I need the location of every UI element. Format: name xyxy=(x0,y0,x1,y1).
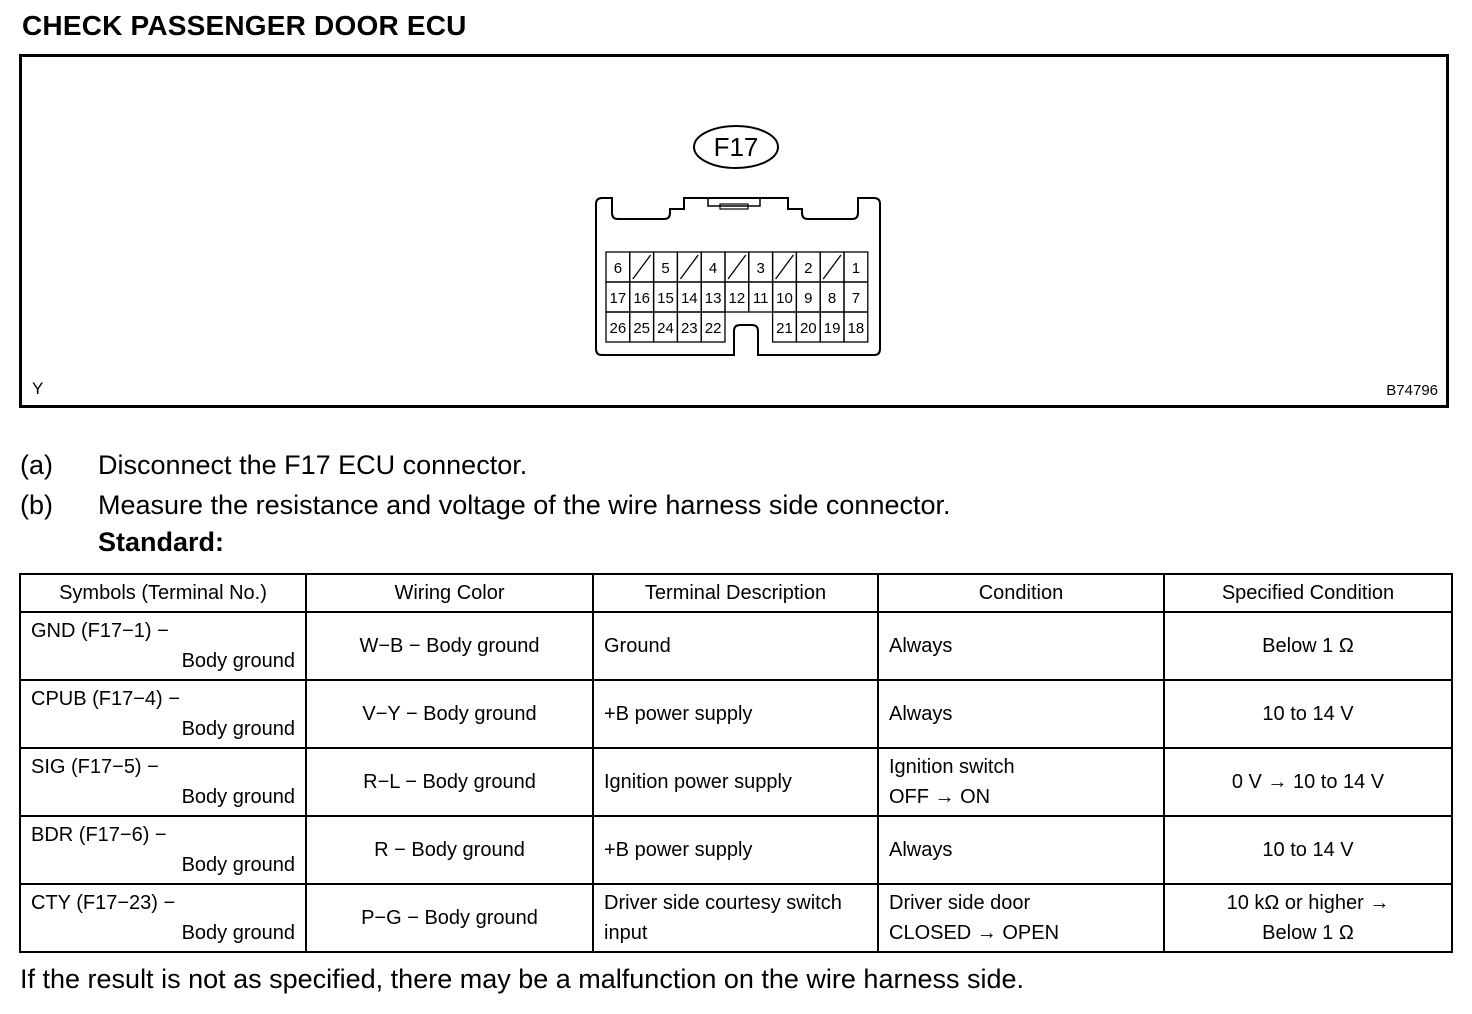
table-header-row xyxy=(20,574,1452,612)
pin-number: 3 xyxy=(756,260,765,277)
pin-number: 14 xyxy=(680,290,698,307)
empty-pin-slash xyxy=(823,255,841,279)
pin-grid xyxy=(606,252,868,342)
step-label: (a) xyxy=(20,450,53,480)
standard-label: Standard: xyxy=(98,527,225,557)
pin-number: 16 xyxy=(633,290,651,307)
header-terminal-description: Terminal Description xyxy=(593,574,878,612)
pin-number: 6 xyxy=(613,260,623,277)
pin-number: 24 xyxy=(657,320,674,337)
connector-diagram xyxy=(22,57,1446,405)
table-row xyxy=(20,680,1452,748)
pin-number: 21 xyxy=(776,320,793,337)
condition-cell: Always xyxy=(878,612,1164,680)
table-row xyxy=(20,816,1452,884)
pin-number: 20 xyxy=(799,320,817,337)
pin-number: 10 xyxy=(776,290,793,307)
pin-number: 7 xyxy=(851,290,861,307)
wiring-color-cell: P−G − Body ground xyxy=(306,884,593,952)
specification-table xyxy=(19,573,1453,953)
specified-cell: 0 V → 10 to 14 V xyxy=(1164,748,1452,816)
empty-pin-slash xyxy=(680,255,698,279)
header-condition: Condition xyxy=(878,574,1164,612)
symbol-cell: CTY (F17−23) − Body ground xyxy=(20,884,306,952)
page-title: CHECK PASSENGER DOOR ECU xyxy=(22,10,467,41)
specified-cell: 10 to 14 V xyxy=(1164,680,1452,748)
description-cell: Ground xyxy=(593,612,878,680)
pin-number: 13 xyxy=(704,290,722,307)
description-cell: Ignition power supply xyxy=(593,748,878,816)
pin-number: 25 xyxy=(633,320,651,337)
table-row xyxy=(20,612,1452,680)
wiring-color-cell: V−Y − Body ground xyxy=(306,680,593,748)
empty-pin-slash xyxy=(633,255,651,279)
connector-latch xyxy=(708,198,760,206)
pin-number: 17 xyxy=(609,290,627,307)
empty-pin-slash xyxy=(728,255,746,279)
description-cell: Driver side courtesy switch input xyxy=(593,884,878,952)
result-note: If the result is not as specified, there may be a malfunction on the wire harness side. xyxy=(20,964,1025,994)
pin-number: 18 xyxy=(847,320,865,337)
specified-cell: 10 kΩ or higher → Below 1 Ω xyxy=(1164,884,1452,952)
step-text: Disconnect the F17 ECU connector. xyxy=(98,450,528,480)
wiring-color-cell: R−L − Body ground xyxy=(306,748,593,816)
pin-number: 23 xyxy=(680,320,698,337)
condition-cell: Always xyxy=(878,680,1164,748)
empty-pin-slash xyxy=(776,255,794,279)
pin-number: 4 xyxy=(708,260,718,277)
step-text: Measure the resistance and voltage of the wire harness side connector. xyxy=(98,490,951,520)
specified-cell: 10 to 14 V xyxy=(1164,816,1452,884)
description-cell: +B power supply xyxy=(593,816,878,884)
symbol-cell: CPUB (F17−4) − Body ground xyxy=(20,680,306,748)
step-label: (b) xyxy=(20,490,53,520)
pin-number: 5 xyxy=(661,260,670,277)
pin-number: 19 xyxy=(823,320,841,337)
pin-number: 9 xyxy=(804,290,813,307)
header-symbols: Symbols (Terminal No.) xyxy=(20,574,306,612)
pin-number: 26 xyxy=(609,320,627,337)
pin-number: 12 xyxy=(728,290,746,307)
pin-number: 11 xyxy=(752,290,769,307)
connector-figure xyxy=(19,54,1449,408)
wiring-color-cell: R − Body ground xyxy=(306,816,593,884)
pin-number: 1 xyxy=(851,260,861,277)
connector-label: F17 xyxy=(713,132,759,162)
condition-cell: Ignition switch OFF → ON xyxy=(878,748,1164,816)
condition-cell: Always xyxy=(878,816,1164,884)
pin-number: 8 xyxy=(827,290,837,307)
pin-number: 2 xyxy=(804,260,813,277)
table-row xyxy=(20,884,1452,952)
header-wiring-color: Wiring Color xyxy=(306,574,593,612)
specified-cell: Below 1 Ω xyxy=(1164,612,1452,680)
description-cell: +B power supply xyxy=(593,680,878,748)
symbol-cell: SIG (F17−5) − Body ground xyxy=(20,748,306,816)
figure-corner-left: Y xyxy=(32,379,44,398)
header-specified-condition: Specified Condition xyxy=(1164,574,1452,612)
figure-code: B74796 xyxy=(1386,382,1438,399)
symbol-cell: BDR (F17−6) − Body ground xyxy=(20,816,306,884)
table-row xyxy=(20,748,1452,816)
wiring-color-cell: W−B − Body ground xyxy=(306,612,593,680)
symbol-cell: GND (F17−1) − Body ground xyxy=(20,612,306,680)
condition-cell: Driver side door CLOSED → OPEN xyxy=(878,884,1164,952)
pin-number: 15 xyxy=(657,290,674,307)
pin-number: 22 xyxy=(704,320,722,337)
